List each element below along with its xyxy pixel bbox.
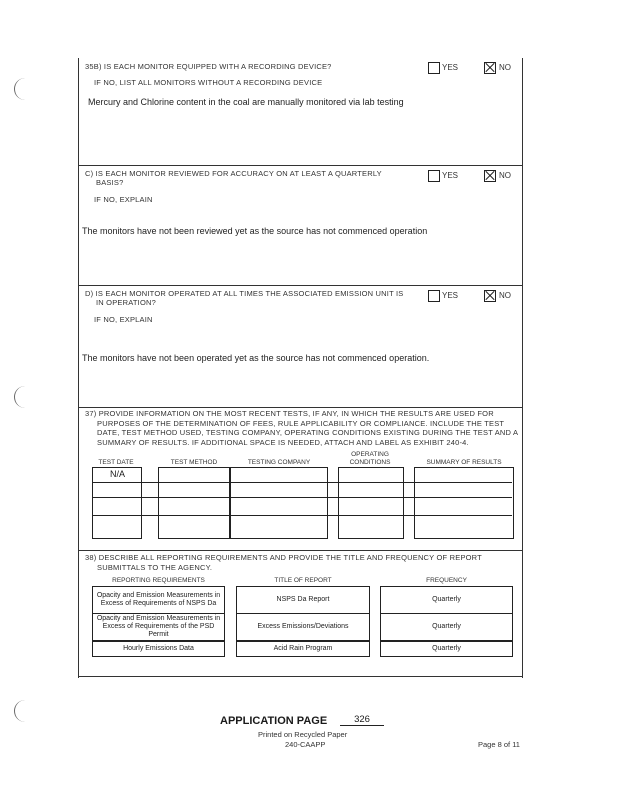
question-text-cont: BASIS?	[96, 178, 124, 187]
col-operating-conditions: OPERATING CONDITIONS	[349, 451, 391, 466]
col-test-method: TEST METHOD	[170, 459, 218, 466]
col-testing-company: TESTING COMPANY	[247, 459, 311, 466]
section-divider	[78, 285, 523, 286]
no-label: NO	[499, 63, 511, 72]
yes-checkbox[interactable]	[428, 170, 440, 182]
response-text: Mercury and Chlorine content in the coal are manually monitored via lab testing	[88, 97, 404, 107]
col-frequency: FREQUENCY	[426, 577, 467, 584]
frequency-cell[interactable]: Quarterly	[380, 613, 513, 641]
section-divider	[78, 550, 523, 551]
yes-checkbox[interactable]	[428, 290, 440, 302]
report-title-cell[interactable]: Excess Emissions/Deviations	[236, 613, 370, 641]
recycled-paper-note: Printed on Recycled Paper	[258, 730, 348, 739]
section-divider	[78, 165, 523, 166]
binder-hole-mark	[14, 700, 27, 722]
test-method-column	[158, 467, 230, 539]
yes-checkbox[interactable]	[428, 62, 440, 74]
frequency-cell[interactable]: Quarterly	[380, 586, 513, 614]
table-row-divider	[92, 515, 512, 516]
form-bottom-border	[78, 676, 523, 677]
col-test-date: TEST DATE	[98, 459, 134, 466]
no-checkbox[interactable]	[484, 62, 496, 74]
table-row-divider	[92, 497, 512, 498]
instruction-text: IF NO, EXPLAIN	[94, 315, 153, 324]
col-reporting-requirements: REPORTING REQUIREMENTS	[112, 577, 205, 584]
col-title-of-report: TITLE OF REPORT	[274, 577, 332, 584]
instruction-text: IF NO, EXPLAIN	[94, 195, 153, 204]
col-summary-results: SUMMARY OF RESULTS	[426, 459, 502, 466]
form-right-border	[522, 58, 523, 678]
no-checkbox[interactable]	[484, 170, 496, 182]
yes-label: YES	[442, 291, 459, 300]
question-text: 38) DESCRIBE ALL REPORTING REQUIREMENTS AND PROVIDE THE TITLE AND FREQUENCY OF REPORT SUBMITTALS TO THE AGENCY.	[85, 553, 482, 572]
question-text: 37) PROVIDE INFORMATION ON THE MOST RECENT TESTS, IF ANY, IN WHICH THE RESULTS ARE USED FOR PURPOSES OF THE DETERMINATION OF FEES, RULE APPLICABILITY OR COMPLIANCE. INCLUDE THE TEST DATE, TEST METHOD USED, TESTING COMPANY, OPERATING CONDITIONS EXISTING DURING THE TEST AND A SUMMARY OF RESULTS. IF ADDITIONAL SPACE IS NEEDED, ATTACH AND LABEL AS EXHIBIT 240-4.	[85, 409, 519, 447]
question-text: D) IS EACH MONITOR OPERATED AT ALL TIMES THE ASSOCIATED EMISSION UNIT IS	[85, 289, 404, 298]
response-text: The monitors have not been operated yet as the source has not commenced operation.	[82, 353, 430, 363]
form-left-border	[78, 58, 79, 678]
operating-conditions-column	[338, 467, 404, 539]
application-page-number: 326	[340, 714, 384, 726]
summary-results-column	[414, 467, 514, 539]
reporting-requirement-cell[interactable]: Opacity and Emission Measurements in Excess of Requirements of NSPS Da	[92, 586, 225, 614]
application-page-label: APPLICATION PAGE	[220, 715, 328, 727]
yes-label: YES	[442, 63, 459, 72]
report-title-cell[interactable]: NSPS Da Report	[236, 586, 370, 614]
question-text-cont: IN OPERATION?	[96, 298, 156, 307]
binder-hole-mark	[14, 386, 27, 408]
table-row-divider	[92, 482, 512, 483]
form-number: 240-CAAPP	[285, 740, 326, 749]
frequency-cell[interactable]: Quarterly	[380, 641, 513, 657]
testing-company-column	[230, 467, 328, 539]
yes-label: YES	[442, 171, 459, 180]
no-checkbox[interactable]	[484, 290, 496, 302]
test-date-cell[interactable]: N/A	[110, 469, 126, 479]
question-text: 35B) IS EACH MONITOR EQUIPPED WITH A RECORDING DEVICE?	[85, 62, 332, 71]
section-divider	[78, 407, 523, 408]
no-label: NO	[499, 171, 511, 180]
instruction-text: IF NO, LIST ALL MONITORS WITHOUT A RECORDING DEVICE	[94, 78, 323, 87]
response-text: The monitors have not been reviewed yet as the source has not commenced operation	[82, 226, 428, 236]
binder-hole-mark	[14, 78, 27, 100]
report-title-cell[interactable]: Acid Rain Program	[236, 641, 370, 657]
question-text: C) IS EACH MONITOR REVIEWED FOR ACCURACY ON AT LEAST A QUARTERLY	[85, 169, 382, 178]
no-label: NO	[499, 291, 511, 300]
reporting-requirement-cell[interactable]: Opacity and Emission Measurements in Excess of Requirements of the PSD Permit	[92, 613, 225, 641]
page-count: Page 8 of 11	[478, 740, 520, 749]
reporting-requirement-cell[interactable]: Hourly Emissions Data	[92, 641, 225, 657]
